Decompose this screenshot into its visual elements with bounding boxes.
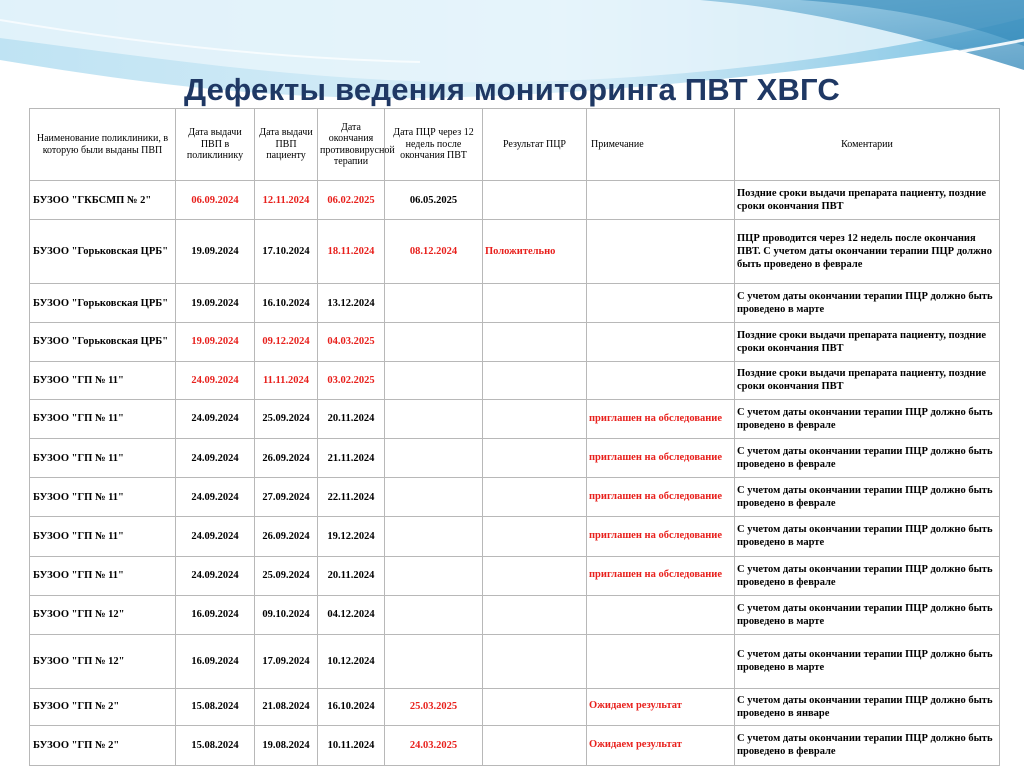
table-row [30,220,1000,284]
data-cell [483,323,587,361]
data-cell: 25.09.2024 [255,399,318,438]
data-cell: 24.09.2024 [176,556,255,595]
data-cell [385,595,483,634]
clinic-name-cell: БУЗОО "ГП № 2" [30,688,176,725]
data-cell [483,438,587,477]
data-cell: 20.11.2024 [318,399,385,438]
clinic-name-cell: БУЗОО "ГП № 11" [30,438,176,477]
data-cell: 19.09.2024 [176,323,255,361]
table-row [30,284,1000,323]
clinic-name-cell: БУЗОО "ГП № 11" [30,361,176,399]
data-cell [483,595,587,634]
data-cell: 24.09.2024 [176,361,255,399]
data-cell: 22.11.2024 [318,478,385,517]
note-cell: Ожидаем результат [587,725,735,765]
data-cell: 06.09.2024 [176,181,255,220]
data-cell [385,517,483,556]
table-row [30,361,1000,399]
data-cell: 06.05.2025 [385,181,483,220]
data-cell: 21.08.2024 [255,688,318,725]
data-cell: 18.11.2024 [318,220,385,284]
data-cell [483,399,587,438]
data-cell: 17.09.2024 [255,634,318,688]
data-cell: 10.12.2024 [318,634,385,688]
clinic-name-cell: БУЗОО "Горьковская ЦРБ" [30,220,176,284]
comment-cell: С учетом даты окончании терапии ПЦР должно быть проведено в феврале [735,556,1000,595]
header-cell: Дата ПЦР через 12 недель после окончания ПВТ [385,109,483,181]
data-cell: 09.12.2024 [255,323,318,361]
slide-title: Дефекты ведения мониторинга ПВТ ХВГС [183,72,841,107]
header-cell: Наименование поликлиники, в которую были выданы ПВП [30,109,176,181]
data-cell: 12.11.2024 [255,181,318,220]
data-cell [483,725,587,765]
data-cell [483,361,587,399]
data-cell: 03.02.2025 [318,361,385,399]
comment-cell: С учетом даты окончании терапии ПЦР должно быть проведено в январе [735,688,1000,725]
clinic-name-cell: БУЗОО "ГП № 11" [30,517,176,556]
comment-cell: Поздние сроки выдачи препарата пациенту, поздние сроки окончания ПВТ [735,323,1000,361]
data-cell: 19.08.2024 [255,725,318,765]
data-cell: 04.03.2025 [318,323,385,361]
table-row [30,517,1000,556]
table-row [30,725,1000,765]
data-cell: 17.10.2024 [255,220,318,284]
comment-cell: С учетом даты окончании терапии ПЦР должно быть проведено в марте [735,595,1000,634]
table-header-row [30,109,1000,181]
table-row [30,634,1000,688]
note-cell [587,634,735,688]
data-cell [385,399,483,438]
table-row [30,688,1000,725]
data-cell: 04.12.2024 [318,595,385,634]
data-cell [483,181,587,220]
note-cell [587,595,735,634]
data-cell [385,478,483,517]
data-cell: 08.12.2024 [385,220,483,284]
data-cell: 19.12.2024 [318,517,385,556]
data-cell [483,284,587,323]
note-cell: приглашен на обследование [587,556,735,595]
data-cell: 16.09.2024 [176,595,255,634]
data-cell: 11.11.2024 [255,361,318,399]
data-cell: 24.09.2024 [176,478,255,517]
clinic-name-cell: БУЗОО "Горьковская ЦРБ" [30,323,176,361]
comment-cell: С учетом даты окончании терапии ПЦР должно быть проведено в марте [735,284,1000,323]
header-cell: Дата выдачи ПВП в поликлинику [176,109,255,181]
note-cell [587,323,735,361]
clinic-name-cell: БУЗОО "ГП № 2" [30,725,176,765]
data-cell [385,438,483,477]
table-row [30,181,1000,220]
data-cell [483,478,587,517]
data-cell: 06.02.2025 [318,181,385,220]
table-row [30,595,1000,634]
data-cell [483,688,587,725]
data-cell: 13.12.2024 [318,284,385,323]
header-cell: Результат ПЦР [483,109,587,181]
comment-cell: С учетом даты окончании терапии ПЦР должно быть проведено в феврале [735,399,1000,438]
clinic-name-cell: БУЗОО "Горьковская ЦРБ" [30,284,176,323]
clinic-name-cell: БУЗОО "ГП № 12" [30,595,176,634]
data-cell: 10.11.2024 [318,725,385,765]
clinic-name-cell: БУЗОО "ГП № 11" [30,399,176,438]
clinic-name-cell: БУЗОО "ГП № 12" [30,634,176,688]
data-cell: 24.09.2024 [176,438,255,477]
data-cell: 19.09.2024 [176,284,255,323]
header-cell: Дата окончания противовирусной терапии [318,109,385,181]
comment-cell: ПЦР проводится через 12 недель после окончания ПВТ. С учетом даты окончании терапии ПЦР должно быть проведено в феврале [735,220,1000,284]
table-row [30,438,1000,477]
table-row [30,323,1000,361]
comment-cell: Поздние сроки выдачи препарата пациенту, поздние сроки окончания ПВТ [735,361,1000,399]
data-cell: 16.09.2024 [176,634,255,688]
data-cell [385,361,483,399]
clinic-name-cell: БУЗОО "ГП № 11" [30,556,176,595]
data-cell [385,556,483,595]
data-cell [483,556,587,595]
comment-cell: С учетом даты окончании терапии ПЦР должно быть проведено в феврале [735,478,1000,517]
clinic-name-cell: БУЗОО "ГП № 11" [30,478,176,517]
data-cell: 26.09.2024 [255,517,318,556]
data-cell [385,634,483,688]
defects-table [29,108,1000,766]
data-cell: 16.10.2024 [255,284,318,323]
comment-cell: С учетом даты окончании терапии ПЦР должно быть проведено в марте [735,634,1000,688]
comment-cell: С учетом даты окончании терапии ПЦР должно быть проведено в феврале [735,725,1000,765]
note-cell: Ожидаем результат [587,688,735,725]
note-cell [587,361,735,399]
note-cell [587,181,735,220]
data-cell: 25.03.2025 [385,688,483,725]
data-cell: 25.09.2024 [255,556,318,595]
data-cell: 20.11.2024 [318,556,385,595]
data-cell: Положительно [483,220,587,284]
data-cell [483,634,587,688]
comment-cell: С учетом даты окончании терапии ПЦР должно быть проведено в феврале [735,438,1000,477]
data-cell: 24.09.2024 [176,399,255,438]
data-cell: 21.11.2024 [318,438,385,477]
header-cell: Примечание [587,109,735,181]
data-cell: 27.09.2024 [255,478,318,517]
data-cell [385,284,483,323]
data-cell: 26.09.2024 [255,438,318,477]
data-cell [483,517,587,556]
table-row [30,478,1000,517]
clinic-name-cell: БУЗОО "ГКБСМП № 2" [30,181,176,220]
note-cell: приглашен на обследование [587,517,735,556]
note-cell: приглашен на обследование [587,399,735,438]
comment-cell: Поздние сроки выдачи препарата пациенту, поздние сроки окончания ПВТ [735,181,1000,220]
data-cell: 19.09.2024 [176,220,255,284]
note-cell: приглашен на обследование [587,478,735,517]
header-cell: Коментарии [735,109,1000,181]
data-cell: 09.10.2024 [255,595,318,634]
data-cell [385,323,483,361]
note-cell [587,284,735,323]
data-cell: 24.09.2024 [176,517,255,556]
note-cell [587,220,735,284]
data-cell: 24.03.2025 [385,725,483,765]
note-cell: приглашен на обследование [587,438,735,477]
data-cell: 15.08.2024 [176,725,255,765]
comment-cell: С учетом даты окончании терапии ПЦР должно быть проведено в марте [735,517,1000,556]
data-cell: 16.10.2024 [318,688,385,725]
table-row [30,399,1000,438]
table-row [30,556,1000,595]
header-cell: Дата выдачи ПВП пациенту [255,109,318,181]
data-cell: 15.08.2024 [176,688,255,725]
